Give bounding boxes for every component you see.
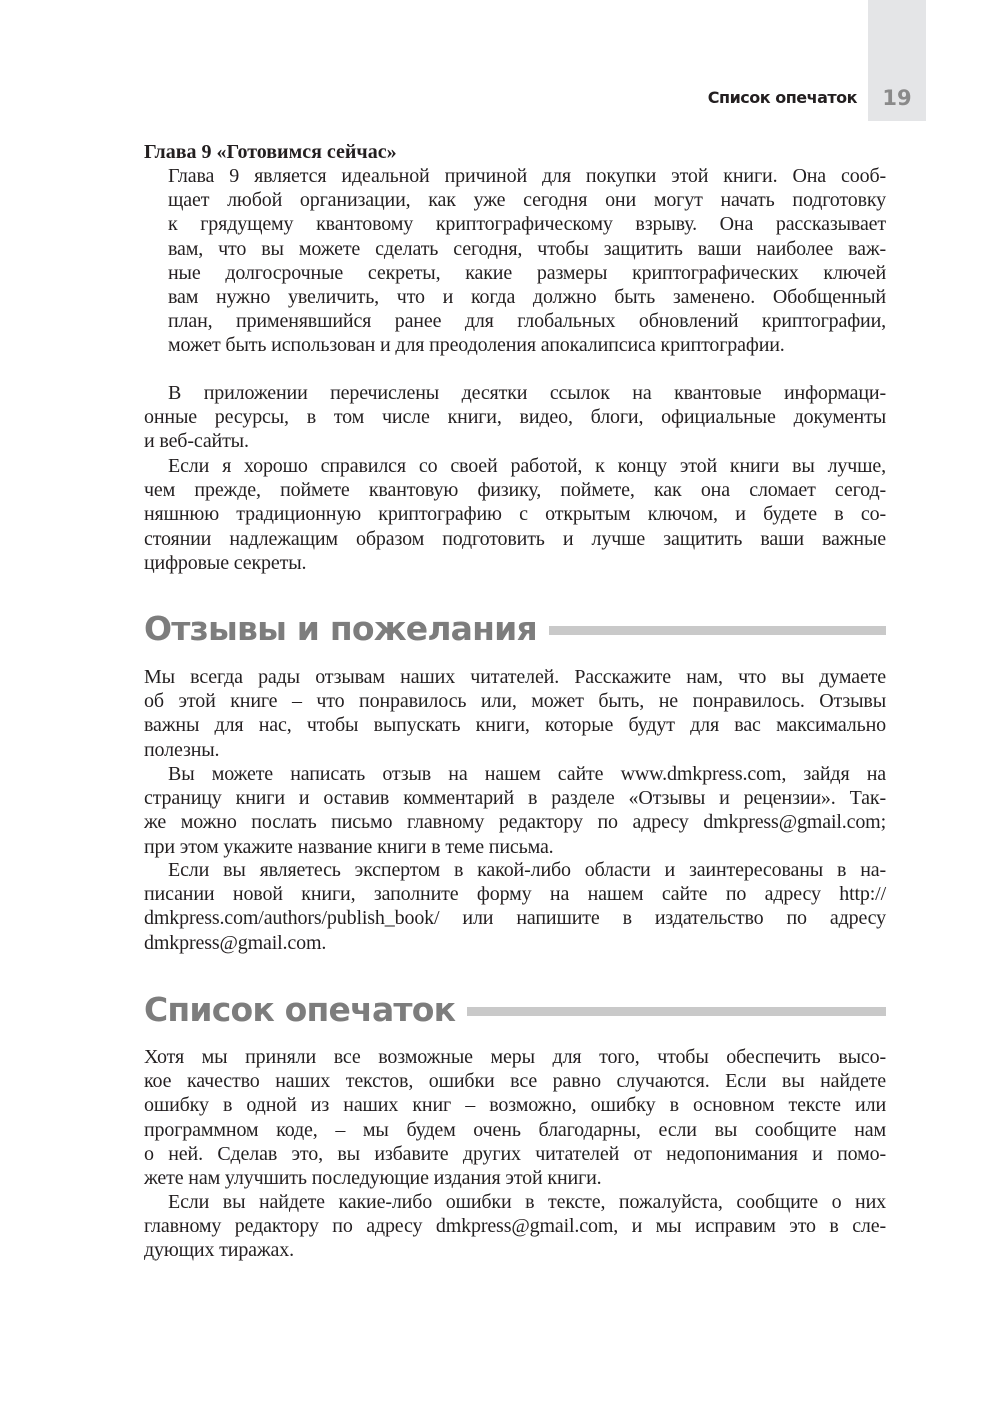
text-line: вам, что вы можете сделать сегодня, чтобы защитить ваши наиболее важ- xyxy=(168,237,886,260)
text-line: В приложении перечислены десятки ссылок на квантовые информаци- xyxy=(168,382,886,404)
feedback-heading: Отзывы и пожелания xyxy=(144,609,537,648)
text-line: полезны. xyxy=(144,738,220,761)
text-line: dmkpress@gmail.com. xyxy=(144,931,327,954)
text-line: главному редактору по адресу dmkpress@gmail.com, и мы исправим это в сле- xyxy=(144,1215,886,1238)
text-line: щает любой организации, как уже сегодня они могут начать подготовку xyxy=(168,189,886,212)
page-number: 19 xyxy=(882,86,912,110)
text-line: ошибку в одной из наших книг – возможно, ошибку в основном тексте или xyxy=(144,1094,886,1117)
errata-paragraph-1 xyxy=(144,1045,886,1190)
heading-rule xyxy=(549,626,886,635)
text-line: кое качество наших текстов, ошибки все равно случаются. Если вы найдете xyxy=(144,1070,886,1093)
chapter9-section xyxy=(144,140,886,164)
errata-paragraph-2 xyxy=(144,1190,886,1263)
text-line: Если вы являетесь экспертом в какой-либо области и заинтересованы в на- xyxy=(168,859,886,881)
text-line: программном коде, – мы будем очень благодарны, если вы сообщите нам xyxy=(144,1118,886,1141)
text-line: и веб-сайты. xyxy=(144,430,249,453)
text-line: Хотя мы приняли все возможные меры для того, чтобы обеспечить высо- xyxy=(144,1046,886,1068)
text-line: о ней. Сделав это, вы избавите других читателей от недопонимания и помо- xyxy=(144,1142,886,1165)
heading-rule xyxy=(467,1007,886,1016)
text-line: няшнюю традиционную криптографию с открытым ключом, и будете в со- xyxy=(144,503,886,526)
running-title: Список опечаток xyxy=(707,88,857,107)
text-line: план, применявшийся ранее для глобальных обновлений криптографии, xyxy=(168,310,886,333)
chapter9-paragraph xyxy=(168,164,886,358)
text-line: об этой книге – что понравилось или, может быть, не понравилось. Отзывы xyxy=(144,690,886,713)
text-line: Мы всегда рады отзывам наших читателей. Расскажите нам, что вы думаете xyxy=(144,666,886,688)
text-line: вам нужно увеличить, что и когда должно быть заменено. Обобщенный xyxy=(168,285,886,308)
text-line: Если вы найдете какие-либо ошибки в тексте, пожалуйста, сообщите о них xyxy=(168,1191,886,1213)
text-line: писании новой книги, заполните форму на нашем сайте по адресу http:// xyxy=(144,883,886,906)
text-line: важны для нас, чтобы выпускать книги, которые будут для вас максимально xyxy=(144,714,886,737)
text-line: при этом укажите название книги в теме письма. xyxy=(144,835,554,858)
text-line: дующих тиражах. xyxy=(144,1239,294,1262)
text-line: Вы можете написать отзыв на нашем сайте www.dmkpress.com, зайдя на xyxy=(168,763,886,785)
text-line: онные ресурсы, в том числе книги, видео, блоги, официальные документы xyxy=(144,406,886,429)
text-line: цифровые секреты. xyxy=(144,551,307,574)
text-line: может быть использован и для преодоления апокалипсиса криптографии. xyxy=(168,334,785,357)
text-line: чем прежде, поймете квантовую физику, поймете, как она сломает сегод- xyxy=(144,479,886,502)
text-line: Если я хорошо справился со своей работой, к концу этой книги вы лучше, xyxy=(168,455,886,477)
text-line: dmkpress.com/authors/publish_book/ или напишите в издательство по адресу xyxy=(144,907,886,930)
intro-paragraph-2 xyxy=(144,454,886,575)
text-line: ные долгосрочные секреты, какие размеры криптографических ключей xyxy=(168,261,886,284)
text-line: стоянии надлежащим образом подготовить и лучше защитить ваши важные xyxy=(144,527,886,550)
text-line: жете нам улучшить последующие издания этой книги. xyxy=(144,1166,602,1189)
feedback-paragraph-1 xyxy=(144,665,886,762)
feedback-paragraph-3 xyxy=(144,858,886,955)
text-line: страницу книги и оставив комментарий в разделе «Отзывы и рецензии». Так- xyxy=(144,787,886,810)
text-line: к грядущему квантовому криптографическому взрыву. Она рассказывает xyxy=(168,213,886,236)
text-line: Глава 9 является идеальной причиной для покупки этой книги. Она сооб- xyxy=(168,165,886,187)
feedback-paragraph-2 xyxy=(144,762,886,859)
chapter9-title: Глава 9 «Готовимся сейчас» xyxy=(144,141,397,163)
intro-paragraph-1 xyxy=(144,381,886,454)
errata-heading-row xyxy=(144,990,886,1029)
feedback-heading-row xyxy=(144,609,886,648)
errata-heading: Список опечаток xyxy=(144,990,456,1029)
text-line: же можно послать письмо главному редактору по адресу dmkpress@gmail.com; xyxy=(144,811,886,834)
